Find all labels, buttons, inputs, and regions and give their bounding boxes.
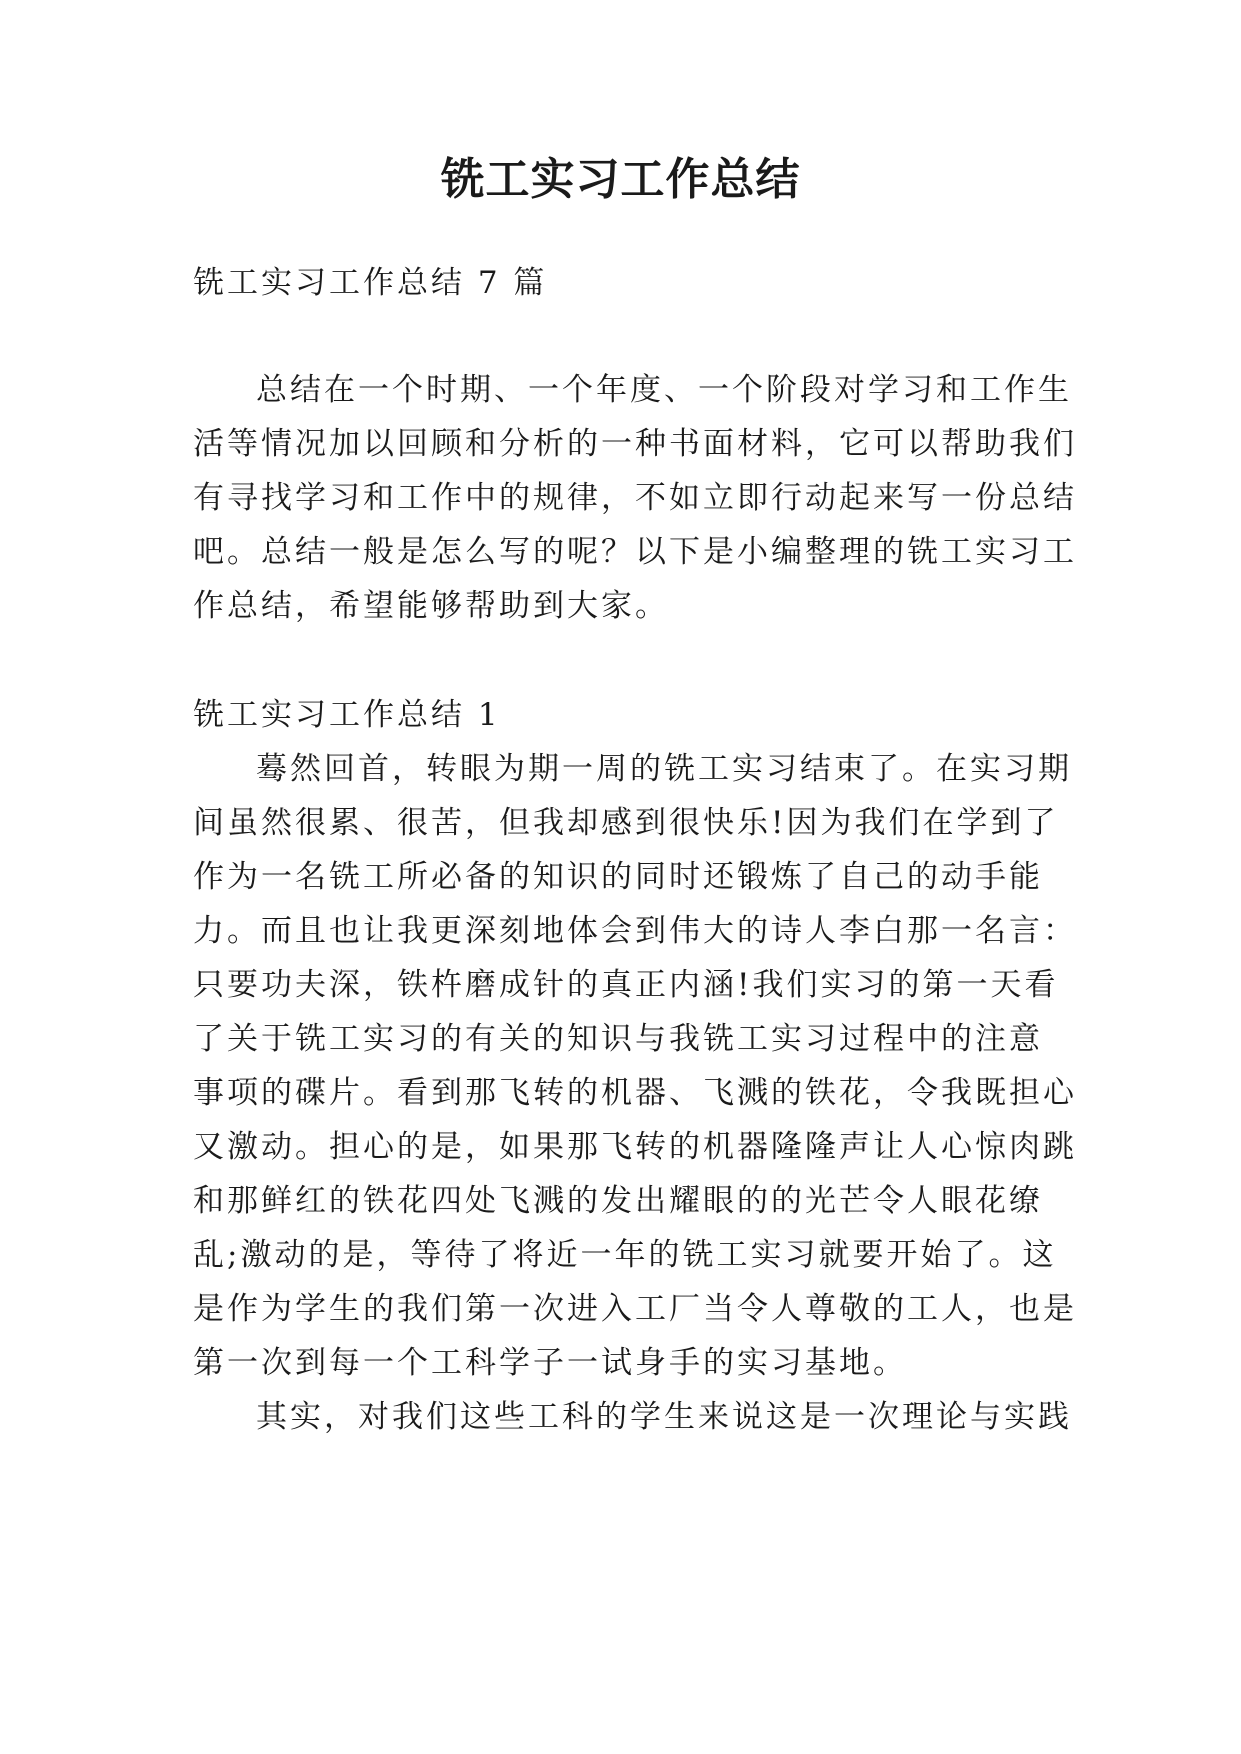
document-subtitle: 铣工实习工作总结 7 篇 bbox=[193, 265, 548, 301]
body-line: 只要功夫深，铁杵磨成针的真正内涵!我们实习的第一天看 bbox=[193, 967, 1059, 1003]
intro-line: 有寻找学习和工作中的规律，不如立即行动起来写一份总结 bbox=[193, 480, 1077, 516]
document-title: 铣工实习工作总结 bbox=[440, 154, 801, 205]
body-line: 力。而且也让我更深刻地体会到伟大的诗人李白那一名言： bbox=[193, 913, 1077, 949]
section-heading: 铣工实习工作总结 1 bbox=[193, 697, 501, 733]
body-line: 其实，对我们这些工科的学生来说这是一次理论与实践 bbox=[256, 1399, 1072, 1435]
body-line: 是作为学生的我们第一次进入工厂当令人尊敬的工人，也是 bbox=[193, 1291, 1077, 1327]
intro-line: 总结在一个时期、一个年度、一个阶段对学习和工作生 bbox=[256, 372, 1072, 408]
body-line: 又激动。担心的是，如果那飞转的机器隆隆声让人心惊肉跳 bbox=[193, 1129, 1077, 1165]
intro-line: 活等情况加以回顾和分析的一种书面材料，它可以帮助我们 bbox=[193, 426, 1077, 462]
body-line: 第一次到每一个工科学子一试身手的实习基地。 bbox=[193, 1345, 907, 1381]
body-line: 乱;激动的是，等待了将近一年的铣工实习就要开始了。这 bbox=[193, 1237, 1057, 1273]
body-line: 蓦然回首，转眼为期一周的铣工实习结束了。在实习期 bbox=[256, 751, 1072, 787]
body-line: 和那鲜红的铁花四处飞溅的发出耀眼的的光芒令人眼花缭 bbox=[193, 1183, 1043, 1219]
body-line: 间虽然很累、很苦，但我却感到很快乐!因为我们在学到了 bbox=[193, 805, 1059, 841]
body-line: 作为一名铣工所必备的知识的同时还锻炼了自己的动手能 bbox=[193, 859, 1043, 895]
body-line: 事项的碟片。看到那飞转的机器、飞溅的铁花，令我既担心 bbox=[193, 1075, 1077, 1111]
intro-line: 作总结，希望能够帮助到大家。 bbox=[193, 588, 669, 624]
intro-line: 吧。总结一般是怎么写的呢？以下是小编整理的铣工实习工 bbox=[193, 534, 1077, 570]
body-line: 了关于铣工实习的有关的知识与我铣工实习过程中的注意 bbox=[193, 1021, 1043, 1057]
